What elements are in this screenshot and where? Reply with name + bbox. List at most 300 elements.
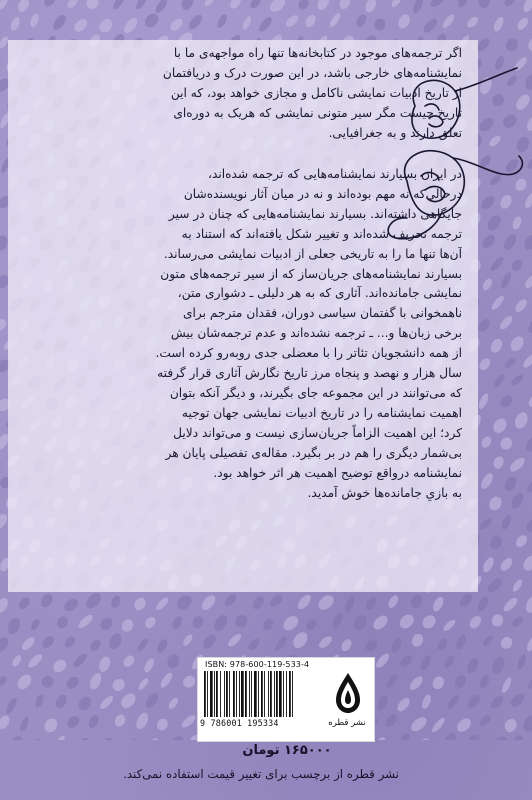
brushstroke-mark: [74, 736, 90, 740]
brushstroke-mark: [248, 0, 263, 10]
brushstroke-mark: [409, 593, 425, 610]
brushstroke-mark: [9, 16, 21, 32]
brushstroke-mark: [442, 654, 456, 670]
barcode-bar: [274, 671, 275, 717]
blurb-line: سال هزار و نهصد و پنجاه مرز تاریخ نگارش آثاری قرار گرفته: [157, 366, 462, 381]
barcode-bar: [292, 671, 293, 717]
brushstroke-mark: [526, 392, 532, 409]
brushstroke-mark: [503, 0, 517, 8]
barcode-bar: [207, 671, 208, 717]
brushstroke-mark: [491, 416, 510, 435]
brushstroke-mark: [457, 0, 470, 9]
brushstroke-mark: [515, 16, 530, 32]
brushstroke-mark: [51, 657, 69, 675]
brushstroke-mark: [317, 634, 334, 650]
brushstroke-mark: [186, 12, 204, 31]
brushstroke-mark: [251, 594, 266, 611]
barcode-bar: [289, 671, 291, 717]
brushstroke-mark: [268, 593, 285, 609]
brushstroke-mark: [351, 613, 370, 633]
blurb-line: تاریخ چیست مگر سیر متونی نمایشی که هریک به دوره‌ای: [173, 105, 462, 120]
barcode-bar: [264, 671, 265, 717]
brushstroke-mark: [490, 294, 506, 311]
brushstroke-mark: [490, 655, 507, 675]
brushstroke-mark: [0, 635, 11, 654]
isbn-label: ISBN: 978-600-119-533-4: [205, 660, 310, 669]
brushstroke-mark: [296, 0, 310, 11]
blurb-line: اگر ترجمه‌های موجود در کتابخانه‌ها تنها راه مواجهه‌ی ما با: [173, 46, 462, 60]
brushstroke-mark: [498, 314, 515, 331]
blurb-line: ترجمه تحریف شده‌اند و تغییر شکل یافته‌اند که استناد به: [181, 226, 462, 241]
brushstroke-mark: [363, 0, 378, 14]
brushstroke-mark: [97, 655, 112, 673]
brushstroke-mark: [374, 736, 388, 740]
brushstroke-mark: [476, 595, 490, 613]
brushstroke-mark: [88, 638, 102, 653]
barcode-number: 9 786001 195334: [200, 718, 279, 728]
barcode-bar: [204, 671, 206, 717]
brushstroke-mark: [490, 734, 509, 740]
brushstroke-mark: [212, 613, 230, 634]
brushstroke-mark: [99, 736, 114, 740]
brushstroke-mark: [398, 653, 414, 668]
brushstroke-mark: [523, 273, 532, 290]
brushstroke-mark: [142, 11, 161, 30]
brushstroke-mark: [508, 334, 526, 353]
barcode-bar: [276, 671, 278, 717]
brushstroke-mark: [395, 696, 412, 714]
brushstroke-mark: [454, 633, 467, 651]
brushstroke-mark: [477, 356, 492, 372]
blurb-line: نمایشنامه‌های خارجی باشد، در این صورت درک و دریافتمان: [162, 65, 462, 80]
brushstroke-mark: [408, 674, 425, 692]
blurb-line: ناهمخوانی با گفتمان سیاسی دوران، فقدان مترجم برای: [182, 306, 462, 321]
brushstroke-mark: [168, 734, 187, 740]
brushstroke-mark: [0, 0, 9, 11]
brushstroke-mark: [479, 471, 495, 490]
barcode-bar: [210, 671, 213, 717]
brushstroke-mark: [303, 13, 318, 29]
brushstroke-mark: [498, 556, 514, 573]
brushstroke-mark: [154, 0, 170, 15]
brushstroke-mark: [524, 595, 532, 615]
brushstroke-mark: [500, 513, 514, 531]
brushstroke-mark: [521, 352, 532, 369]
brushstroke-mark: [364, 595, 379, 611]
brushstroke-mark: [525, 636, 532, 653]
brushstroke-mark: [526, 155, 532, 171]
brushstroke-mark: [29, 13, 41, 28]
brushstroke-mark: [478, 713, 493, 728]
brushstroke-mark: [76, 694, 93, 712]
brushstroke-mark: [489, 694, 505, 711]
brushstroke-mark: [167, 696, 180, 710]
brushstroke-mark: [514, 533, 529, 549]
barcode-bar: [268, 671, 269, 717]
brushstroke-mark: [223, 592, 238, 607]
barcode-bar: [270, 671, 272, 717]
blurb-line: بی‌شمار دیگری را هم در بر بگیرد. مقاله‌ی تفصیلی پایان هر: [165, 446, 462, 461]
brushstroke-mark: [397, 612, 417, 631]
brushstroke-mark: [0, 674, 9, 688]
brushstroke-mark: [479, 435, 493, 450]
brushstroke-mark: [246, 637, 261, 652]
brushstroke-mark: [190, 614, 205, 630]
brushstroke-mark: [137, 677, 150, 692]
brushstroke-mark: [15, 672, 34, 692]
brushstroke-mark: [441, 730, 458, 740]
brushstroke-mark: [339, 637, 353, 653]
brushstroke-mark: [453, 673, 468, 690]
brushstroke-mark: [110, 676, 127, 693]
brushstroke-mark: [510, 373, 525, 387]
brushstroke-mark: [467, 614, 483, 631]
brushstroke-mark: [304, 618, 318, 633]
brushstroke-mark: [498, 635, 514, 651]
brushstroke-mark: [500, 676, 512, 694]
brushstroke-mark: [132, 596, 148, 613]
brushstroke-mark: [180, 713, 198, 730]
brushstroke-mark: [488, 534, 504, 551]
brushstroke-mark: [478, 674, 491, 690]
brushstroke-mark: [417, 736, 434, 740]
brushstroke-mark: [11, 654, 23, 668]
blurb-line: نمایشی جامانده‌اند. آثاری که به هر دلیلی ـ دشواری متن،: [177, 286, 462, 301]
brushstroke-mark: [136, 637, 150, 652]
brushstroke-mark: [328, 12, 342, 29]
brushstroke-mark: [181, 633, 194, 647]
blurb-line: به بازیِ جامانده‌ها خوش آمدید.: [307, 486, 462, 501]
brushstroke-mark: [489, 255, 506, 273]
brushstroke-mark: [26, 652, 44, 670]
brushstroke-mark: [40, 634, 56, 651]
brushstroke-mark: [526, 673, 532, 691]
barcode-bar: [283, 671, 284, 717]
brushstroke-mark: [428, 0, 447, 9]
brushstroke-mark: [431, 595, 446, 613]
brushstroke-mark: [441, 13, 456, 30]
brushstroke-mark: [273, 635, 289, 653]
brushstroke-mark: [372, 16, 388, 32]
brushstroke-mark: [29, 617, 41, 631]
brushstroke-mark: [396, 12, 412, 30]
brushstroke-mark: [431, 674, 447, 691]
brushstroke-mark: [64, 674, 81, 691]
brushstroke-mark: [457, 591, 474, 609]
brushstroke-mark: [55, 734, 67, 740]
brushstroke-mark: [34, 693, 45, 709]
brushstroke-mark: [411, 0, 425, 14]
barcode-bar: [233, 671, 235, 717]
brushstroke-mark: [520, 553, 532, 574]
brushstroke-mark: [72, 17, 90, 35]
brushstroke-mark: [55, 615, 70, 631]
blurb-line: تعلق دارند و به جغرافیایی.: [328, 125, 462, 140]
blurb-line: آن‌ها تنها ما را به تاریخی جعلی از ادبیات نمایشی می‌رساند.: [163, 246, 462, 261]
brushstroke-mark: [374, 652, 391, 670]
brushstroke-mark: [199, 593, 218, 612]
brushstroke-mark: [492, 16, 505, 33]
brushstroke-mark: [508, 691, 527, 709]
brushstroke-mark: [142, 657, 156, 674]
brushstroke-mark: [343, 595, 356, 614]
brushstroke-mark: [18, 716, 30, 733]
brushstroke-mark: [63, 635, 77, 650]
brushstroke-mark: [171, 615, 185, 631]
brushstroke-mark: [17, 595, 32, 611]
brushstroke-mark: [420, 613, 439, 632]
brushstroke-mark: [143, 615, 158, 630]
brushstroke-mark: [481, 556, 496, 574]
brushstroke-mark: [410, 632, 425, 648]
brushstroke-mark: [72, 652, 89, 669]
brushstroke-mark: [233, 612, 250, 629]
brushstroke-mark: [121, 16, 139, 36]
brushstroke-mark: [98, 615, 115, 632]
brushstroke-mark: [419, 654, 432, 672]
brushstroke-mark: [316, 592, 337, 612]
brushstroke-mark: [442, 618, 457, 633]
brushstroke-mark: [16, 0, 31, 14]
brushstroke-mark: [503, 356, 517, 370]
brushstroke-mark: [88, 671, 104, 691]
barcode-bar: [249, 671, 250, 717]
barcode-bar: [214, 671, 215, 717]
brushstroke-mark: [155, 637, 169, 654]
brushstroke-mark: [284, 13, 300, 29]
brushstroke-mark: [490, 613, 505, 629]
brushstroke-mark: [477, 0, 492, 10]
blurb-line: از تاریخ ادبیات نمایشی ناکامل و مجازی خواهد بود، که این: [170, 85, 462, 100]
blurb-line: اهمیت نمایشنامه را در تاریخ ادبیات نمایشی جهان توجیه: [181, 406, 462, 421]
barcode-bar: [245, 671, 247, 717]
brushstroke-mark: [502, 475, 519, 493]
brushstroke-mark: [455, 716, 474, 735]
brushstroke-mark: [62, 596, 80, 614]
brushstroke-mark: [466, 693, 483, 710]
brushstroke-mark: [158, 671, 174, 690]
brushstroke-mark: [499, 435, 515, 451]
blurb-line: در ایران بسیارند نمایشنامه‌هایی که ترجمه شده‌اند،: [208, 166, 462, 181]
brushstroke-mark: [39, 592, 55, 610]
brushstroke-mark: [87, 713, 101, 729]
brushstroke-mark: [257, 15, 274, 34]
brushstroke-mark: [489, 337, 505, 355]
brushstroke-mark: [295, 593, 313, 612]
brushstroke-mark: [508, 455, 527, 474]
brushstroke-mark: [42, 0, 58, 9]
publisher-drop-logo: [333, 670, 363, 716]
brushstroke-mark: [390, 0, 403, 9]
brushstroke-mark: [331, 611, 345, 630]
brushstroke-mark: [525, 477, 532, 495]
blurb-line: کرد؛ این اهمیت الزاماً جریان‌سازی نیست و می‌تواند دلایل: [173, 426, 462, 441]
brushstroke-mark: [107, 631, 124, 651]
brushstroke-mark: [371, 613, 391, 632]
brushstroke-mark: [498, 393, 515, 410]
blurb-line: از همه دانشجویان تئاتر را با معضلی جدی روبه‌رو کرده است.: [155, 346, 462, 361]
blurb-line: برخی زبان‌ها و... ـ ترجمه نشده‌اند و عدم ترجمه‌شان بیش: [170, 326, 462, 341]
brushstroke-mark: [492, 455, 506, 471]
barcode-bar: [229, 671, 230, 717]
barcode-bar: [236, 671, 237, 717]
brushstroke-mark: [7, 734, 25, 740]
brushstroke-mark: [281, 613, 301, 633]
barcode-bar: [220, 671, 221, 717]
brushstroke-mark: [134, 711, 150, 731]
brushstroke-mark: [98, 694, 115, 711]
brushstroke-mark: [0, 714, 12, 731]
brushstroke-mark: [83, 590, 103, 611]
brushstroke-mark: [513, 410, 531, 430]
brushstroke-mark: [97, 17, 115, 35]
brushstroke-mark: [465, 15, 480, 30]
brushstroke-mark: [446, 693, 461, 710]
brushstroke-mark: [215, 13, 229, 30]
brushstroke-mark: [375, 694, 390, 713]
brushstroke-mark: [511, 578, 524, 593]
brushstroke-mark: [503, 36, 520, 53]
brushstroke-mark: [27, 737, 45, 740]
brushstroke-mark: [436, 637, 449, 652]
barcode-bar: [224, 671, 225, 717]
brushstroke-mark: [509, 733, 526, 740]
brushstroke-mark: [267, 0, 288, 15]
two-faces-illustration: [385, 66, 525, 256]
brushstroke-mark: [20, 635, 37, 652]
barcode-bar: [254, 671, 257, 717]
brushstroke-mark: [181, 673, 198, 690]
brushstroke-mark: [4, 696, 19, 715]
brushstroke-mark: [200, 632, 218, 651]
barcode-box: [197, 657, 375, 742]
brushstroke-mark: [390, 636, 404, 654]
brushstroke-mark: [241, 15, 253, 31]
brushstroke-mark: [113, 713, 128, 729]
brushstroke-mark: [509, 491, 526, 510]
price-notice: نشر قطره از برچسب برای تغییر قیمت استفاده نمی‌کند.: [123, 767, 399, 781]
brushstroke-mark: [42, 716, 60, 735]
barcode-bar: [261, 671, 263, 717]
brushstroke-mark: [65, 0, 79, 10]
brushstroke-mark: [51, 13, 69, 32]
barcode-bar: [258, 671, 259, 717]
blurb-line: که می‌توانند در این مجموعه جای بگیرند، و دیگر آنکه بتوان: [169, 386, 462, 401]
brushstroke-mark: [384, 712, 399, 728]
brushstroke-mark: [510, 258, 524, 273]
brushstroke-mark: [134, 0, 149, 11]
brushstroke-mark: [261, 617, 275, 632]
brushstroke-mark: [126, 737, 138, 740]
brushstroke-mark: [165, 652, 181, 670]
brushstroke-mark: [430, 716, 446, 734]
brushstroke-mark: [478, 517, 493, 532]
barcode-bar: [239, 671, 240, 717]
brushstroke-mark: [481, 277, 494, 292]
barcode-bar: [251, 671, 252, 717]
brushstroke-mark: [499, 271, 513, 290]
blurb-line: نمایشنامه درواقع توضیح اهمیت هر اثر خواهد بود.: [213, 466, 462, 481]
blurb-line: جایگاهی داشته‌اند. بسیارند نمایشنامه‌هایی که چنان در سیر: [168, 206, 462, 221]
brushstroke-mark: [385, 673, 399, 690]
brushstroke-mark: [228, 0, 243, 11]
brushstroke-mark: [523, 434, 532, 454]
brushstroke-mark: [118, 691, 138, 711]
brushstroke-mark: [421, 17, 439, 35]
brushstroke-mark: [84, 0, 101, 11]
brushstroke-mark: [526, 316, 532, 335]
brushstroke-mark: [476, 317, 492, 334]
brushstroke-mark: [420, 693, 432, 710]
brushstroke-mark: [338, 0, 353, 11]
brushstroke-mark: [155, 717, 170, 733]
brushstroke-mark: [354, 13, 368, 29]
brushstroke-mark: [364, 638, 380, 654]
brushstroke-mark: [465, 657, 481, 676]
brushstroke-mark: [121, 653, 136, 669]
brushstroke-mark: [477, 392, 490, 410]
brushstroke-mark: [290, 630, 310, 651]
brushstroke-mark: [315, 0, 332, 12]
brushstroke-mark: [0, 596, 10, 615]
brushstroke-mark: [39, 673, 56, 690]
brushstroke-mark: [487, 494, 504, 512]
brushstroke-mark: [502, 596, 520, 614]
brushstroke-mark: [180, 0, 196, 12]
brushstroke-mark: [409, 714, 429, 734]
barcode-bar: [286, 671, 287, 717]
brushstroke-mark: [492, 372, 506, 389]
brushstroke-mark: [399, 732, 412, 740]
brushstroke-mark: [143, 691, 160, 710]
blurb-line: درحالی‌که نه مهم بوده‌اند و نه در میان آثار نویسنده‌شان: [183, 186, 462, 201]
brushstroke-mark: [521, 713, 532, 734]
barcode-bar: [241, 671, 244, 717]
brushstroke-mark: [174, 592, 194, 612]
publisher-logo-text: نشر قطره: [328, 718, 366, 728]
barcode-bars: [204, 671, 324, 717]
brushstroke-mark: [120, 617, 136, 633]
brushstroke-mark: [203, 0, 217, 8]
barcode-bar: [226, 671, 228, 717]
brushstroke-mark: [502, 717, 519, 734]
brushstroke-mark: [513, 297, 529, 314]
brushstroke-mark: [226, 632, 243, 648]
barcode-bar: [279, 671, 282, 717]
price-label: ۱۶۵۰۰۰ تومان: [242, 743, 332, 758]
brushstroke-mark: [524, 114, 532, 133]
brushstroke-mark: [168, 16, 185, 33]
brushstroke-mark: [65, 714, 81, 730]
brushstroke-mark: [54, 693, 69, 710]
brushstroke-mark: [485, 576, 504, 594]
brushstroke-mark: [154, 596, 170, 612]
brushstroke-mark: [516, 654, 528, 671]
brushstroke-mark: [6, 616, 23, 636]
brushstroke-mark: [109, 594, 122, 609]
brushstroke-mark: [386, 594, 400, 610]
blurb-line: بسیارند نمایشنامه‌های جریان‌ساز که از سیر ترجمه‌های متون: [160, 266, 462, 281]
brushstroke-mark: [144, 736, 160, 740]
brushstroke-mark: [524, 516, 532, 534]
brushstroke-mark: [510, 615, 524, 629]
brushstroke-mark: [76, 613, 94, 630]
barcode-bar: [216, 671, 218, 717]
brushstroke-mark: [521, 0, 532, 14]
brushstroke-mark: [526, 35, 532, 53]
brushstroke-mark: [481, 634, 494, 648]
brushstroke-mark: [465, 732, 482, 740]
